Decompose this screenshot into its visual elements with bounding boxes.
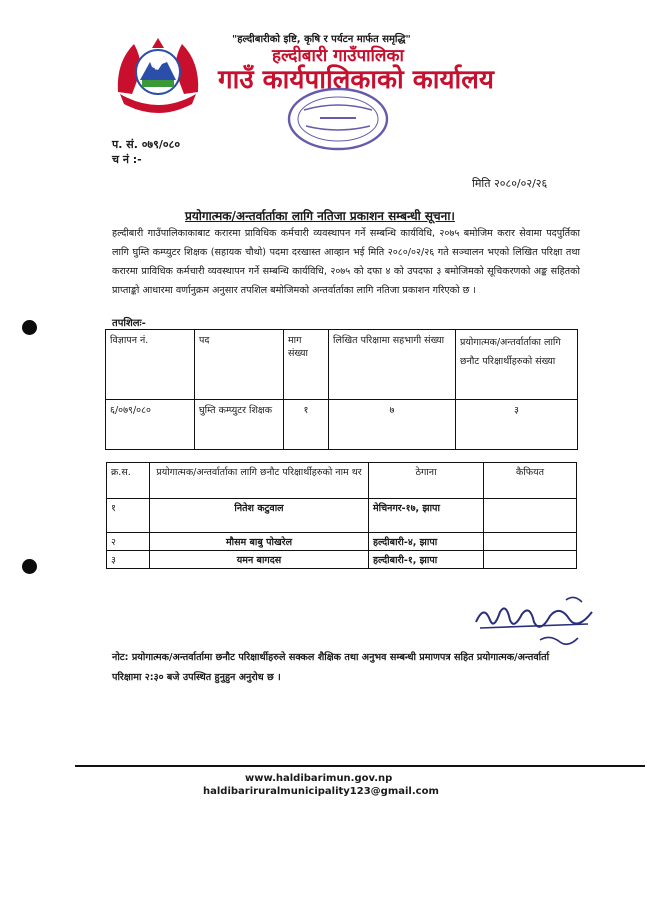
details-label: तपशिलः- [112, 318, 146, 329]
table-cell: मेचिनगर-१७, झापा [369, 499, 484, 533]
punch-hole-bottom [22, 559, 37, 574]
letterhead-slogan: "हल्दीबारीको इष्टि, कृषि र पर्यटन मार्फत समृद्धि" [232, 34, 411, 45]
table-cell: ६/०७९/०८० [106, 400, 195, 450]
letter-number: प. सं. ०७९/०८० [112, 138, 181, 151]
table-cell: घुम्ति कम्प्युटर शिक्षक [195, 400, 284, 450]
punch-hole-top [22, 320, 37, 335]
table-header-row [106, 330, 578, 400]
office-name: गाउँ कार्यपालिकाको कार्यालय [218, 65, 494, 95]
government-emblem-logo [112, 32, 204, 122]
table-header-row [107, 463, 577, 499]
notice-subject: प्रयोगात्मक/अन्तर्वार्ताका लागि नतिजा प्रकाशन सम्बन्धी सूचना। [185, 209, 455, 223]
table-row [107, 533, 577, 551]
officer-signature [470, 590, 600, 652]
table-cell: हल्दीबारी-१, झापा [369, 551, 484, 569]
table-cell [484, 499, 577, 533]
footer-email: haldibarirural​municipality123@gmail.com [203, 786, 439, 797]
table-header: प्रयोगात्मक/अन्तर्वार्ताका लागि छनौट परिक्षार्थीहरुको संख्या [456, 330, 578, 400]
table-header: लिखित परिक्षामा सहभागी संख्या [329, 330, 456, 400]
table-cell: मौसम बाबु पोखरेल [150, 533, 369, 551]
table-cell: ३ [107, 551, 150, 569]
office-stamp [286, 86, 390, 152]
table-cell: ३ [456, 400, 578, 450]
table-row [107, 551, 577, 569]
table-cell: नितेश कटुवाल [150, 499, 369, 533]
table-header: माग संख्या [284, 330, 329, 400]
notice-date: मिति २०८०/०२/२६ [472, 177, 548, 190]
table-cell: १ [107, 499, 150, 533]
table-header: प्रयोगात्मक/अन्तर्वार्ताका लागि छनौट परिक्षार्थीहरुको नाम थर [150, 463, 369, 499]
table-header: कैफियत [484, 463, 577, 499]
notice-note: नोट: प्रयोगात्मक/अन्तर्वार्तामा छनौट परिक्षार्थीहरुले सक्कल शैक्षिक तथा अनुभव सम्बन्धी प्रमाणपत्र सहित प्रयोगात्मक/अन्तर्वार्ता परिक्षामा २:३० बजे उपस्थित हुनुहुन अनुरोध छ । [112, 652, 550, 683]
municipality-name: हल्दीबारी गाउँपालिका [272, 46, 404, 66]
table-header: विज्ञापन नं. [106, 330, 195, 400]
table-cell [484, 533, 577, 551]
dispatch-number: च नं :- [112, 153, 142, 166]
table-header: पद [195, 330, 284, 400]
table-cell: यमन बागदस [150, 551, 369, 569]
vacancy-table [105, 329, 578, 450]
table-row [106, 400, 578, 450]
table-cell: हल्दीबारी-४, झापा [369, 533, 484, 551]
table-header: क्र.स. [107, 463, 150, 499]
footer-website: www.haldibarimun.gov.np [245, 773, 393, 784]
table-cell: २ [107, 533, 150, 551]
table-cell: १ [284, 400, 329, 450]
table-row [107, 499, 577, 533]
notice-body: हल्दीबारी गाउँपालिकाकाबाट करारमा प्राविधिक कर्मचारी व्यवस्थापन गर्ने सम्बन्धि कार्यविधि, २०७५ बमोजिम करार सेवामा पदपुर्तिका लागि घुम्ति कम्प्युटर शिक्षक (सहायक चौथो) पदमा दरखास्त आव्हान भई मिति २०८०/०२/२६ गते सञ्चालन भएको लिखित परिक्षा तथा करारमा प्राविधिक कर्मचारी व्यवस्थापन गर्ने सम्बन्धि कार्यविधि, २०७५ को दफा ४ को उपदफा ३ बमोजिमको सूचिकरणको अङ्क सहितको प्राप्ताङ्को आधारमा वर्णानुक्रम अनुसार तपशिल बमोजिमको अन्तर्वार्ताका लागि नतिजा प्रकाशन गरिएको छ । [112, 228, 580, 296]
candidates-table [106, 462, 577, 569]
table-cell [484, 551, 577, 569]
footer-divider [75, 765, 645, 767]
table-cell: ७ [329, 400, 456, 450]
table-header: ठेगाना [369, 463, 484, 499]
